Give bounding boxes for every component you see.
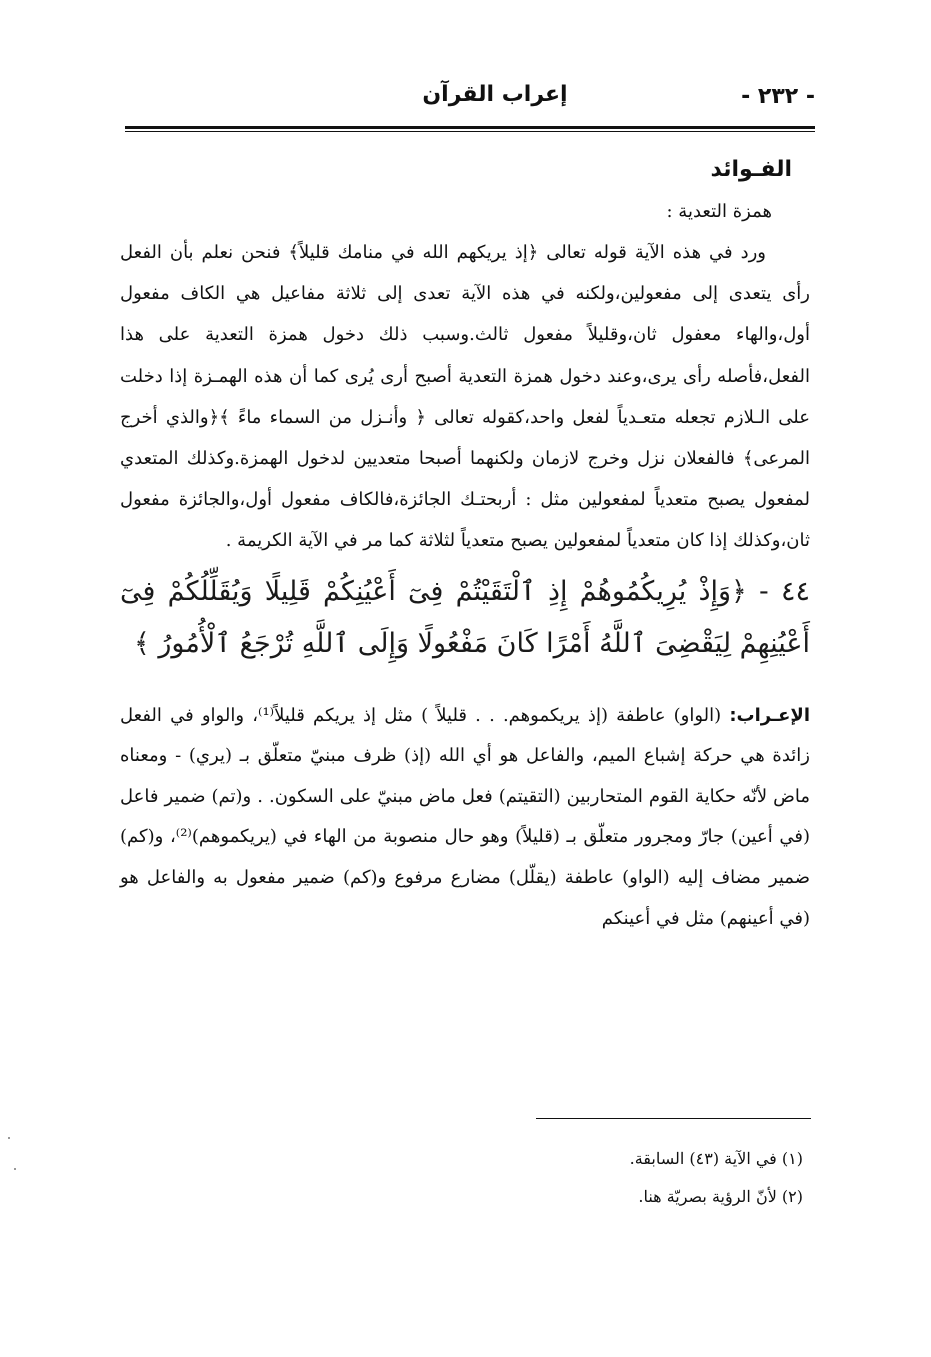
page-content xyxy=(120,148,810,939)
page-number: - ٢٣٢ - xyxy=(741,84,815,109)
benefits-paragraph: ورد في هذه الآية قوله تعالى ﴿إذ يريكهم الله في منامك قليلاً﴾ فنحن نعلم بأن الفعل رأى يتعدى إلى مفعولين،ولكنه في هذه الآية تعدى إلى ثلاثة مفاعيل هي الكاف مفعول أول،والهاء معفول ثان،وقليلاً مفعول ثالث.وسبب ذلك دخول همزة التعدية على هذا الفعل،فأصله رأى يرى،وعند دخول همزة التعدية أصبح أرى يُرى كما أن هذه الهمـزة إذا دخلت على الـلازم تجعله متعـدياً لفعل واحد،كقوله تعالى ﴿ وأنـزل من السماء ماءً ﴾﴿والذي أخرج المرعى﴾ فالفعلان نزل وخرج لازمان ولكنهما أصبحا متعديين لدخول الهمزة.وكذلك المتعدي لمفعول يصبح متعدياً لمفعولين مثل : أربحتـك الجائزة،فالكاف مفعول أول،والجائزة مفعول ثان،وكذلك إذا كان متعدياً لمفعولين يصبح متعدياً لثلاثة كما مر في الآية الكريمة . xyxy=(120,242,810,552)
header-rule-thin xyxy=(125,131,815,132)
irab-paragraph xyxy=(120,696,810,940)
irab-label: الإعـراب: xyxy=(729,704,810,726)
section-heading: الفـوائد xyxy=(710,157,792,182)
header-rule xyxy=(125,126,815,129)
scan-speck xyxy=(8,1137,10,1139)
book-title: إعراب القرآن xyxy=(422,82,568,107)
footnote-2: (٢) لأنّ الرؤية بصريّة هنا. xyxy=(638,1187,803,1206)
footnote-separator xyxy=(536,1118,811,1119)
footnotes xyxy=(203,1140,803,1216)
scan-speck xyxy=(14,1168,16,1170)
quran-verse: ٤٤ - ﴿وَإِذْ يُرِيكُمُوهُمْ إِذِ ٱلْتَقَيْتُمْ فِىٓ أَعْيُنِكُمْ قَلِيلًا وَيُقَلِّلُكُمْ فِىٓ أَعْيُنِهِمْ لِيَقْضِىَ ٱللَّهُ أَمْرًا كَانَ مَفْعُولًا وَإِلَى ٱللَّهِ تُرْجَعُ ٱلْأُمُورُ ﴾ xyxy=(120,575,810,659)
footnote-1: (١) في الآية (٤٣) السابقة. xyxy=(629,1149,803,1168)
page-header xyxy=(125,82,815,124)
irab-text: (الواو) عاطفة (إذ يريكموهم. . . قليلاً ) مثل إذ يريكم قليلاً⁽¹⁾، والواو في الفعل زائدة هي حركة إشباع الميم، والفاعل هو أي الله (إذ) ظرف مبنيّ متعلّق بـ (يري) - ومعناه ماض لأنّه حكاية القوم المتحاربين (التقيتم) فعل ماض مبنيّ على السكون. . و(تم) ضمير فاعل (في أعين) جارّ ومجرور متعلّق بـ (قليلاً) وهو حال منصوبة من الهاء في (يريكموهم)⁽²⁾، و(كم) ضمير مضاف إليه (الواو) عاطفة (يقلّل) مضارع مرفوع و(كم) ضمير مفعول به والفاعل هو (في أعينهم) مثل في أعينكم xyxy=(120,704,810,929)
section-subheading: همزة التعدية : xyxy=(666,201,772,222)
